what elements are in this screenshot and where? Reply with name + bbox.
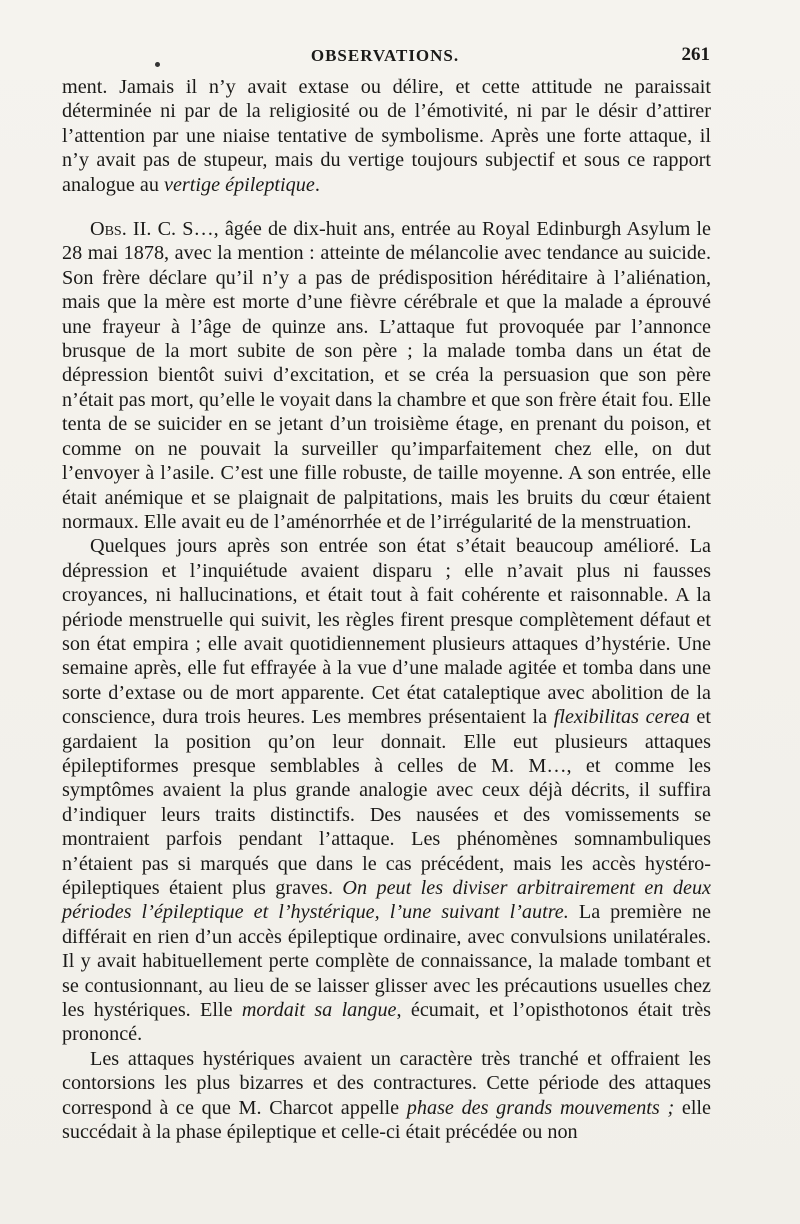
text-run: et gardaient la position qu’on leur donnait. Elle eut plusieurs attaques épileptiformes presque semblables à celles de M. M…, et comme les symptômes avaient la plus grande analogie avec ceux déjà décrits, il suffira d’indiquer leurs traits distinctifs. Des nausées et des vomissements se montraient parfois pendant l’attaque. Les phénomènes somnambuliques n’étaient pas si marqués que dans le cas précédent, mais les accès hystéro-épileptiques étaient plus graves.	[62, 706, 711, 899]
text-run: Quelques jours après son entrée son état s’était beaucoup amélioré. La dépression et l’inquiétude avaient disparu ; elle n’avait plus ni fausses croyances, ni hallucinations, et était tout à fait cohérente et raisonnable. A la période menstruelle qui suivit, les règles firent presque complètement défaut et son état empira ; elle avait quotidiennement plusieurs attaques d’hystérie. Une semaine après, elle fut effrayée à la vue d’une malade agitée et tomba dans une sorte d’extase ou de mort apparente. Cet état cataleptique avec abolition de la conscience, dura trois heures. Les membres présentaient la	[62, 535, 711, 729]
paragraph-continuation	[62, 75, 711, 197]
italic-run: On peut les diviser arbitrairement en deux périodes l’épileptique et l’hystérique, l’une suivant l’autre.	[62, 877, 711, 924]
text-run: elle succédait à la phase épileptique et celle-ci était précédée ou non	[62, 1096, 712, 1144]
italic-run: vertige épileptique	[164, 173, 315, 196]
paragraph-improvement	[62, 534, 711, 1047]
page-header	[60, 44, 710, 70]
italic-run: phase des grands mouvements ;	[406, 1096, 675, 1119]
running-title: OBSERVATIONS.	[310, 46, 460, 65]
text-run: C. S…, âgée de dix-huit ans, entrée au Royal Edinburgh Asylum le 28 mai 1878, avec la mention : atteinte de mélancolie avec tendance au suicide. Son frère déclare qu’il n’y a pas de prédisposition héréditaire à l’aliénation, mais que la mère est morte d’une fièvre cérébrale et que la malade a éprouvé une frayeur à l’âge de quinze ans. L’attaque fut provoquée par l’annonce brusque de la mort subite de son père ; la malade tomba dans un état de dépression bientôt suivi d’excitation, et se créa la persuasion que son père n’était pas mort, qu’elle le voyait dans la chambre et que son frère était fou. Elle tenta de se suicider en se jetant d’un troisième étage, en prenant du poison, et comme on ne pouvait la surveiller qu’imparfaitement chez elle, on dut l’envoyer à l’asile. C’est une fille robuste, de taille moyenne. A son entrée, elle était anémique et se plaignait de palpitations, mais les bruits du cœur étaient normaux. Elle avait eu de l’aménorrhée et de l’irrégularité de la menstruation.	[62, 218, 711, 533]
italic-run: flexibilitas cerea	[553, 706, 690, 729]
text-run: La première ne différait en rien d’un accès épileptique ordinaire, avec convulsions unilatérales. Il y avait habituellement perte complète de connaissance, la malade tombant et se contusionnant, au lieu de se laisser glisser avec les précautions usuelles chez les hystériques. Elle	[62, 901, 712, 1022]
body-text	[62, 75, 711, 1144]
text-run: .	[314, 173, 320, 196]
page-number: 261	[681, 44, 710, 65]
text-run: Les attaques hystériques avaient un caractère très tranché et offraient les contorsions les plus bizarres et des contractures. Cette période des attaques correspond à ce que M. Charcot appelle	[62, 1047, 711, 1119]
paragraph-hysterical-attacks	[62, 1047, 711, 1145]
observation-label: Obs. II.	[90, 218, 152, 241]
paragraph-observation-ii	[62, 217, 711, 534]
italic-run: mordait sa langue	[241, 999, 397, 1022]
text-run: , écumait, et l’opisthotonos était très prononcé.	[62, 999, 712, 1046]
text-run: ment. Jamais il n’y avait extase ou délire, et cette attitude ne paraissait déterminée ni par de la religiosité ou de l’émotivité, ni par le désir d’attirer l’attention par une niaise tentative de symbolisme. Après une forte attaque, il n’y avait pas de stupeur, mais du vertige toujours subjectif et sous ce rapport analogue au	[62, 76, 711, 196]
